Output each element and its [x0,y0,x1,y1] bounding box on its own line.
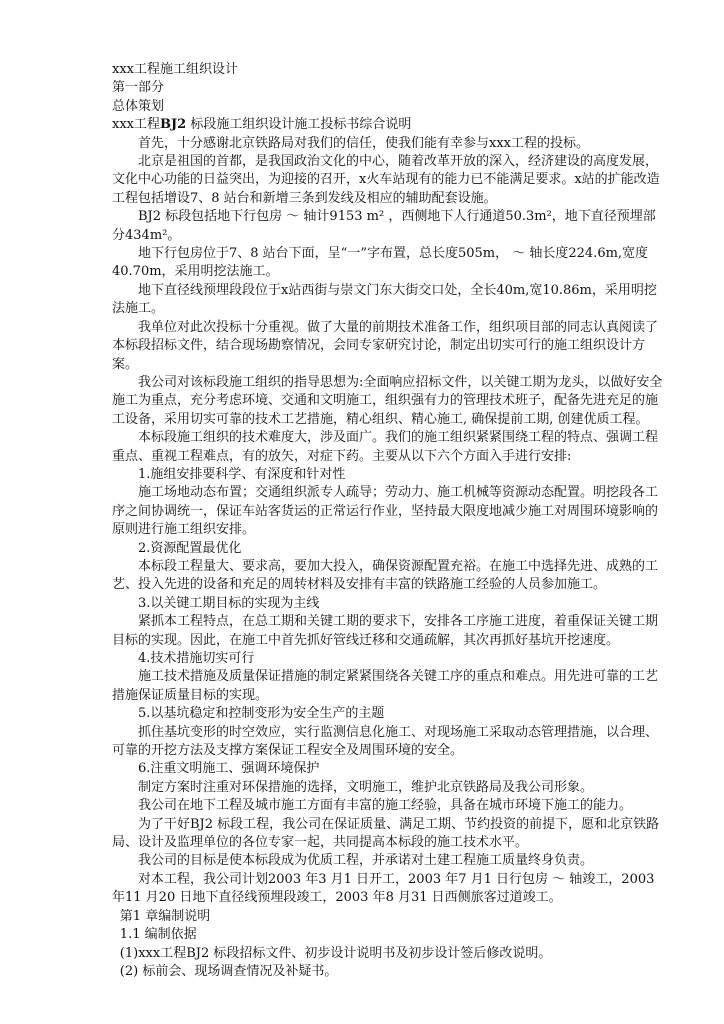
paragraph: 本标段施工组织的技术难度大，涉及面广。我们的施工组织紧紧围绕工程的特点、强调工程重点、重视工程难点，有的放矢，对症下药。主要从以下六个方面入手进行安排: [112,430,659,464]
paragraph: 首先，十分感谢北京铁路局对我们的信任，使我们能有幸参与xxx工程的投标。 [138,135,589,151]
list-heading: 5.以基坑稳定和控制变形为安全生产的主题 [138,706,385,722]
paragraph: 我单位对此次投标十分重视。做了大量的前期技术准备工作，组织项目部的同志认真阅读了本标段招标文件，结合现场勘察情况，会同专家研究讨论，制定出切实可行的施工组织设计方案。 [112,319,659,372]
list-heading: 4.技术措施切实可行 [138,651,255,666]
document-body [112,61,664,981]
paragraph: 北京是祖国的首都，是我国政治文化的中心，随着改革开放的深入，经济建设的高度发展，文化中心功能的日益突出，为迎接的召开，x火车站现有的能力已不能满足要求。x站的扩能改造工程包括增设7、8 站台和新增三条到发线及相应的辅助配套设施。 [112,154,660,206]
paragraph: 为了干好BJ2 标段工程，我公司在保证质量、满足工期、节约投资的前提下，愿和北京铁路局、设计及监理单位的各位专家一起，共同提高本标段的施工技术水平。 [112,816,660,851]
paragraph: 施工技术措施及质量保证措施的制定紧紧围绕各关键工序的重点和难点。用先进可靠的工艺措施保证质量目标的实现。 [112,669,659,703]
paragraph: 施工场地动态布置；交通组织派专人疏导；劳动力、施工机械等资源动态配置。明挖段各工序之间协调统一，保证车站客货运的正常运行作业，坚持最大限度地减少施工对周围环境影响的原则进行施工组织安排。 [112,485,659,538]
paragraph: 地下直径线预埋段段位于x站西街与崇文门东大街交口处，全长40m,宽10.86m，采用明挖法施工。 [112,282,657,317]
paragraph: 制定方案时注重对环保措施的选择，文明施工，维护北京铁路局及我公司形象。 [138,779,594,795]
overall-label: 总体策划 [112,98,165,114]
list-heading: 1.施组安排要科学、有深度和针对性 [138,466,346,482]
basis-item: (2) 标前会、现场调查情况及补疑书。 [119,963,338,979]
paragraph: 紧抓本工程特点，在总工期和关键工期的要求下，安排各工序施工进度，着重保证关键工期目标的实现。因此，在施工中首先抓好管线迁移和交通疏解，其次再抓好基坑开挖速度。 [112,614,659,648]
paragraph: 对本工程，我公司计划2003 年3 月1 日开工，2003 年7 月1 日行包房 ～ 轴竣工，2003 年11 月20 日地下直径线预埋段竣工，2003 年8 月31 日西侧旅客过道竣工。 [112,871,655,906]
paragraph: 我公司的目标是使本标段成为优质工程，并承诺对土建工程施工质量终身负责。 [138,853,594,869]
paragraph: BJ2 标段包括地下行包房 ～ 轴计9153 m² ，西侧地下人行通道50.3m²，地下直径预埋部分434m²。 [112,209,656,243]
subtitle-prefix: xxx工程 [112,117,160,133]
list-heading: 6.注重文明施工、强调环境保护 [138,761,320,777]
doc-title: xxx工程施工组织设计 [112,62,238,77]
paragraph: 我公司在地下工程及城市施工方面有丰富的施工经验，具备在城市环境下施工的能力。 [138,798,633,814]
paragraph: 地下行包房位于7、8 站台下面，呈“一”字布置，总长度505m， ～ 轴长度224.6m,宽度40.70m，采用明挖法施工。 [112,246,649,280]
paragraph: 抓住基坑变形的时空效应，实行监测信息化施工、对现场施工采取动态管理措施，以合理、可靠的开挖方法及支撑方案保证工程安全及周围环境的安全。 [112,724,659,759]
basis-item: (1)xxx工程BJ2 标段招标文件、初步设计说明书及初步设计签后修改说明。 [119,945,552,961]
section-heading: 1.1 编制依据 [119,927,197,943]
paragraph: 我公司对该标段施工组织的指导思想为:全面响应招标文件，以关键工期为龙头，以做好安全施工为重点，充分考虑环境、交通和文明施工，组织强有力的管理技术班子，配备先进充足的施工设备，采用切实可靠的技术工艺措施，精心组织、精心施工, 确保提前工期, 创建优质工程。 [112,374,663,427]
subtitle-bold: BJ2 [160,117,187,133]
list-heading: 2.资源配置最优化 [138,540,242,556]
paragraph: 本标段工程量大、要求高，要加大投入，确保资源配置充裕。在施工中选择先进、成熟的工艺、投入先进的设备和充足的周转材料及安排有丰富的铁路施工经验的人员参加施工。 [112,558,659,593]
part-label: 第一部分 [112,80,165,96]
list-heading: 3.以关键工期目标的实现为主线 [138,595,320,611]
subtitle [112,116,664,134]
subtitle-rest: 标段施工组织设计施工投标书综合说明 [186,117,412,133]
chapter-heading: 第1 章编制说明 [119,908,211,924]
